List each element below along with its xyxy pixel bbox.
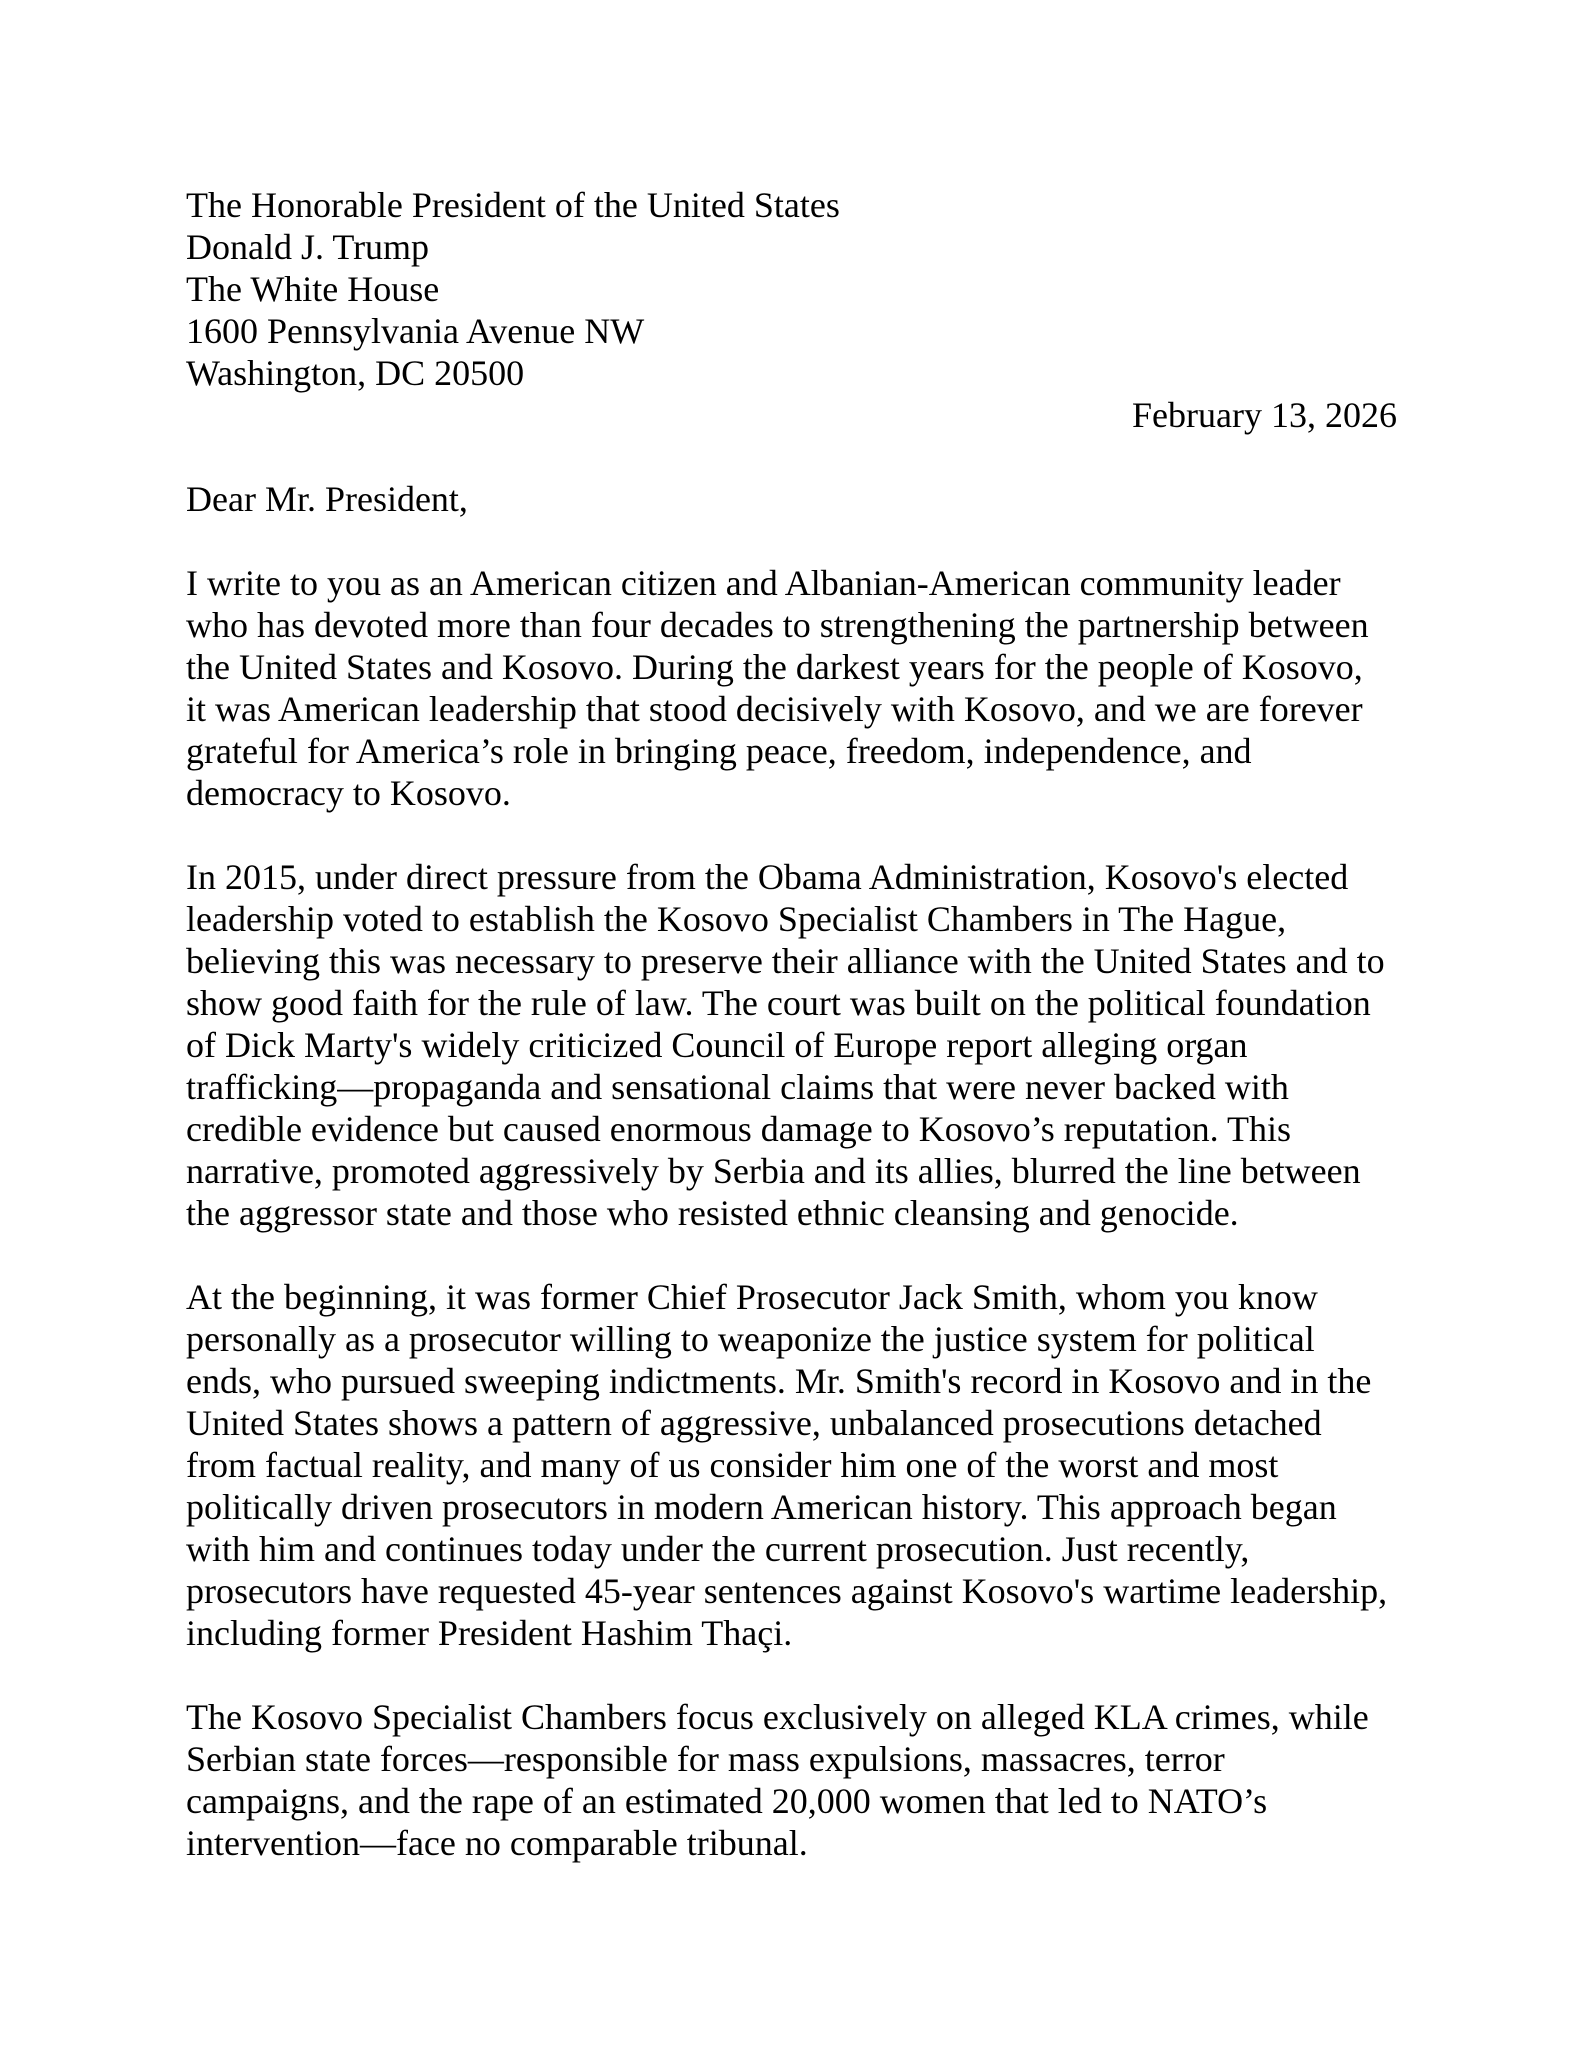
paragraph-line: United States shows a pattern of aggressive, unbalanced prosecutions detached — [186, 1403, 1322, 1443]
paragraph-line: campaigns, and the rape of an estimated 20,000 women that led to NATO’s — [186, 1781, 1268, 1821]
paragraph-line: democracy to Kosovo. — [186, 773, 511, 813]
paragraph-line: The Kosovo Specialist Chambers focus exclusively on alleged KLA crimes, while — [186, 1697, 1369, 1737]
address-line: The White House — [186, 269, 440, 309]
paragraph-line: personally as a prosecutor willing to weaponize the justice system for political — [186, 1319, 1315, 1359]
paragraph — [186, 856, 1397, 1234]
paragraph-line: politically driven prosecutors in modern American history. This approach began — [186, 1487, 1337, 1527]
paragraph — [186, 562, 1397, 814]
paragraph-line: the United States and Kosovo. During the darkest years for the people of Kosovo, — [186, 647, 1363, 687]
paragraph-line: intervention—face no comparable tribunal. — [186, 1823, 808, 1863]
letter-body — [186, 562, 1397, 1864]
paragraph-line: I write to you as an American citizen and Albanian-American community leader — [186, 563, 1341, 603]
address-line: Donald J. Trump — [186, 227, 430, 267]
paragraph-line: narrative, promoted aggressively by Serbia and its allies, blurred the line between — [186, 1151, 1361, 1191]
paragraph-line: Serbian state forces—responsible for mass expulsions, massacres, terror — [186, 1739, 1225, 1779]
paragraph-line: credible evidence but caused enormous damage to Kosovo’s reputation. This — [186, 1109, 1292, 1149]
paragraph-line: leadership voted to establish the Kosovo Specialist Chambers in The Hague, — [186, 899, 1287, 939]
paragraph-line: of Dick Marty's widely criticized Council of Europe report alleging organ — [186, 1025, 1248, 1065]
paragraph-line: with him and continues today under the current prosecution. Just recently, — [186, 1529, 1250, 1569]
paragraph — [186, 1696, 1397, 1864]
recipient-address — [186, 184, 1397, 394]
paragraph-line: including former President Hashim Thaçi. — [186, 1613, 793, 1653]
salutation: Dear Mr. President, — [186, 479, 468, 519]
paragraph-line: from factual reality, and many of us consider him one of the worst and most — [186, 1445, 1279, 1485]
paragraph-line: believing this was necessary to preserve their alliance with the United States and to — [186, 941, 1385, 981]
address-line: 1600 Pennsylvania Avenue NW — [186, 311, 645, 351]
date-line: February 13, 2026 — [1132, 395, 1397, 435]
address-line: The Honorable President of the United States — [186, 185, 840, 225]
paragraph-line: who has devoted more than four decades to strengthening the partnership between — [186, 605, 1369, 645]
paragraph-line: the aggressor state and those who resisted ethnic cleansing and genocide. — [186, 1193, 1239, 1233]
paragraph-line: show good faith for the rule of law. The court was built on the political foundation — [186, 983, 1371, 1023]
paragraph — [186, 1276, 1397, 1654]
paragraph-line: prosecutors have requested 45-year sentences against Kosovo's wartime leadership, — [186, 1571, 1388, 1611]
paragraph-line: In 2015, under direct pressure from the Obama Administration, Kosovo's elected — [186, 857, 1349, 897]
paragraph-line: trafficking—propaganda and sensational claims that were never backed with — [186, 1067, 1289, 1107]
paragraph-line: it was American leadership that stood decisively with Kosovo, and we are forever — [186, 689, 1363, 729]
paragraph-line: At the beginning, it was former Chief Prosecutor Jack Smith, whom you know — [186, 1277, 1318, 1317]
paragraph-line: ends, who pursued sweeping indictments. Mr. Smith's record in Kosovo and in the — [186, 1361, 1372, 1401]
paragraph-line: grateful for America’s role in bringing peace, freedom, independence, and — [186, 731, 1252, 771]
address-line: Washington, DC 20500 — [186, 353, 525, 393]
